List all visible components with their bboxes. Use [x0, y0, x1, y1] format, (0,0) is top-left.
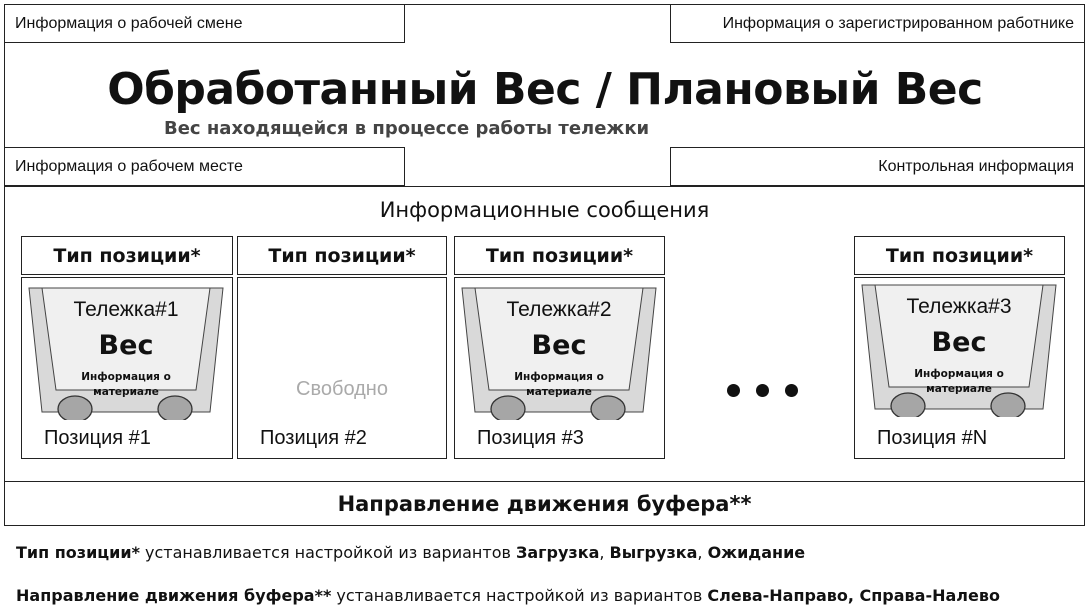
ellipsis-icon — [727, 384, 798, 397]
free-status: Свободно — [296, 378, 388, 400]
cart-material-line-1: Информация о — [514, 371, 604, 383]
option-loading: Загрузка — [516, 543, 600, 562]
cart-material-info — [511, 370, 607, 400]
note-text: устанавливается настройкой из вариантов — [139, 543, 516, 562]
position-label: Позиция #1 — [44, 427, 151, 449]
cart-material-line-1: Информация о — [81, 371, 171, 383]
position-slot-2[interactable] — [237, 277, 447, 459]
note-term: Тип позиции* — [16, 543, 140, 562]
note-buffer-direction — [16, 586, 1000, 605]
cart-material-line-2: материале — [526, 386, 592, 398]
cart-name: Тележка#3 — [906, 295, 1012, 318]
cart-weight: Вес — [531, 330, 587, 361]
position-slot-1[interactable] — [21, 277, 233, 459]
option-unloading: Выгрузка — [609, 543, 698, 562]
separator: , — [599, 543, 610, 562]
cart — [861, 283, 1057, 417]
option-waiting: Ожидание — [707, 543, 806, 562]
dot — [756, 384, 769, 397]
workplace-info: Информация о рабочем месте — [4, 147, 405, 186]
position-slot-n[interactable] — [854, 277, 1065, 459]
position-type-n: Тип позиции* — [854, 236, 1065, 275]
cart-material-line-2: материале — [93, 386, 159, 398]
position-label: Позиция #N — [877, 427, 988, 449]
dot — [727, 384, 740, 397]
position-type-1: Тип позиции* — [21, 236, 233, 275]
control-info: Контрольная информация — [670, 147, 1085, 186]
worker-info: Информация о зарегистрированном работнике — [670, 4, 1085, 43]
cart-weight: Вес — [931, 327, 987, 358]
position-label: Позиция #3 — [477, 427, 584, 449]
position-label: Позиция #2 — [260, 427, 367, 449]
cart — [28, 286, 224, 420]
note-position-type — [16, 543, 805, 562]
cart-material-info — [911, 367, 1007, 397]
info-messages: Информационные сообщения — [379, 198, 710, 222]
direction-options: Слева-Направо, Справа-Налево — [707, 586, 1000, 605]
shift-info: Информация о рабочей смене — [4, 4, 405, 43]
cart-name: Тележка#1 — [73, 298, 179, 321]
dot — [785, 384, 798, 397]
cart — [461, 286, 657, 420]
separator: , — [697, 543, 708, 562]
page-subtitle: Вес находящейся в процессе работы тележки — [164, 118, 650, 139]
note-text: устанавливается настройкой из вариантов — [331, 586, 708, 605]
cart-name: Тележка#2 — [506, 298, 612, 321]
page-title: Обработанный Вес / Плановый Вес — [107, 64, 983, 115]
cart-material-line-2: материале — [926, 383, 992, 395]
cart-material-info — [78, 370, 174, 400]
cart-material-line-1: Информация о — [914, 368, 1004, 380]
position-type-3: Тип позиции* — [454, 236, 665, 275]
position-type-2: Тип позиции* — [237, 236, 447, 275]
cart-weight: Вес — [98, 330, 154, 361]
note-term: Направление движения буфера** — [16, 586, 332, 605]
buffer-direction: Направление движения буфера** — [4, 481, 1085, 526]
position-slot-3[interactable] — [454, 277, 665, 459]
